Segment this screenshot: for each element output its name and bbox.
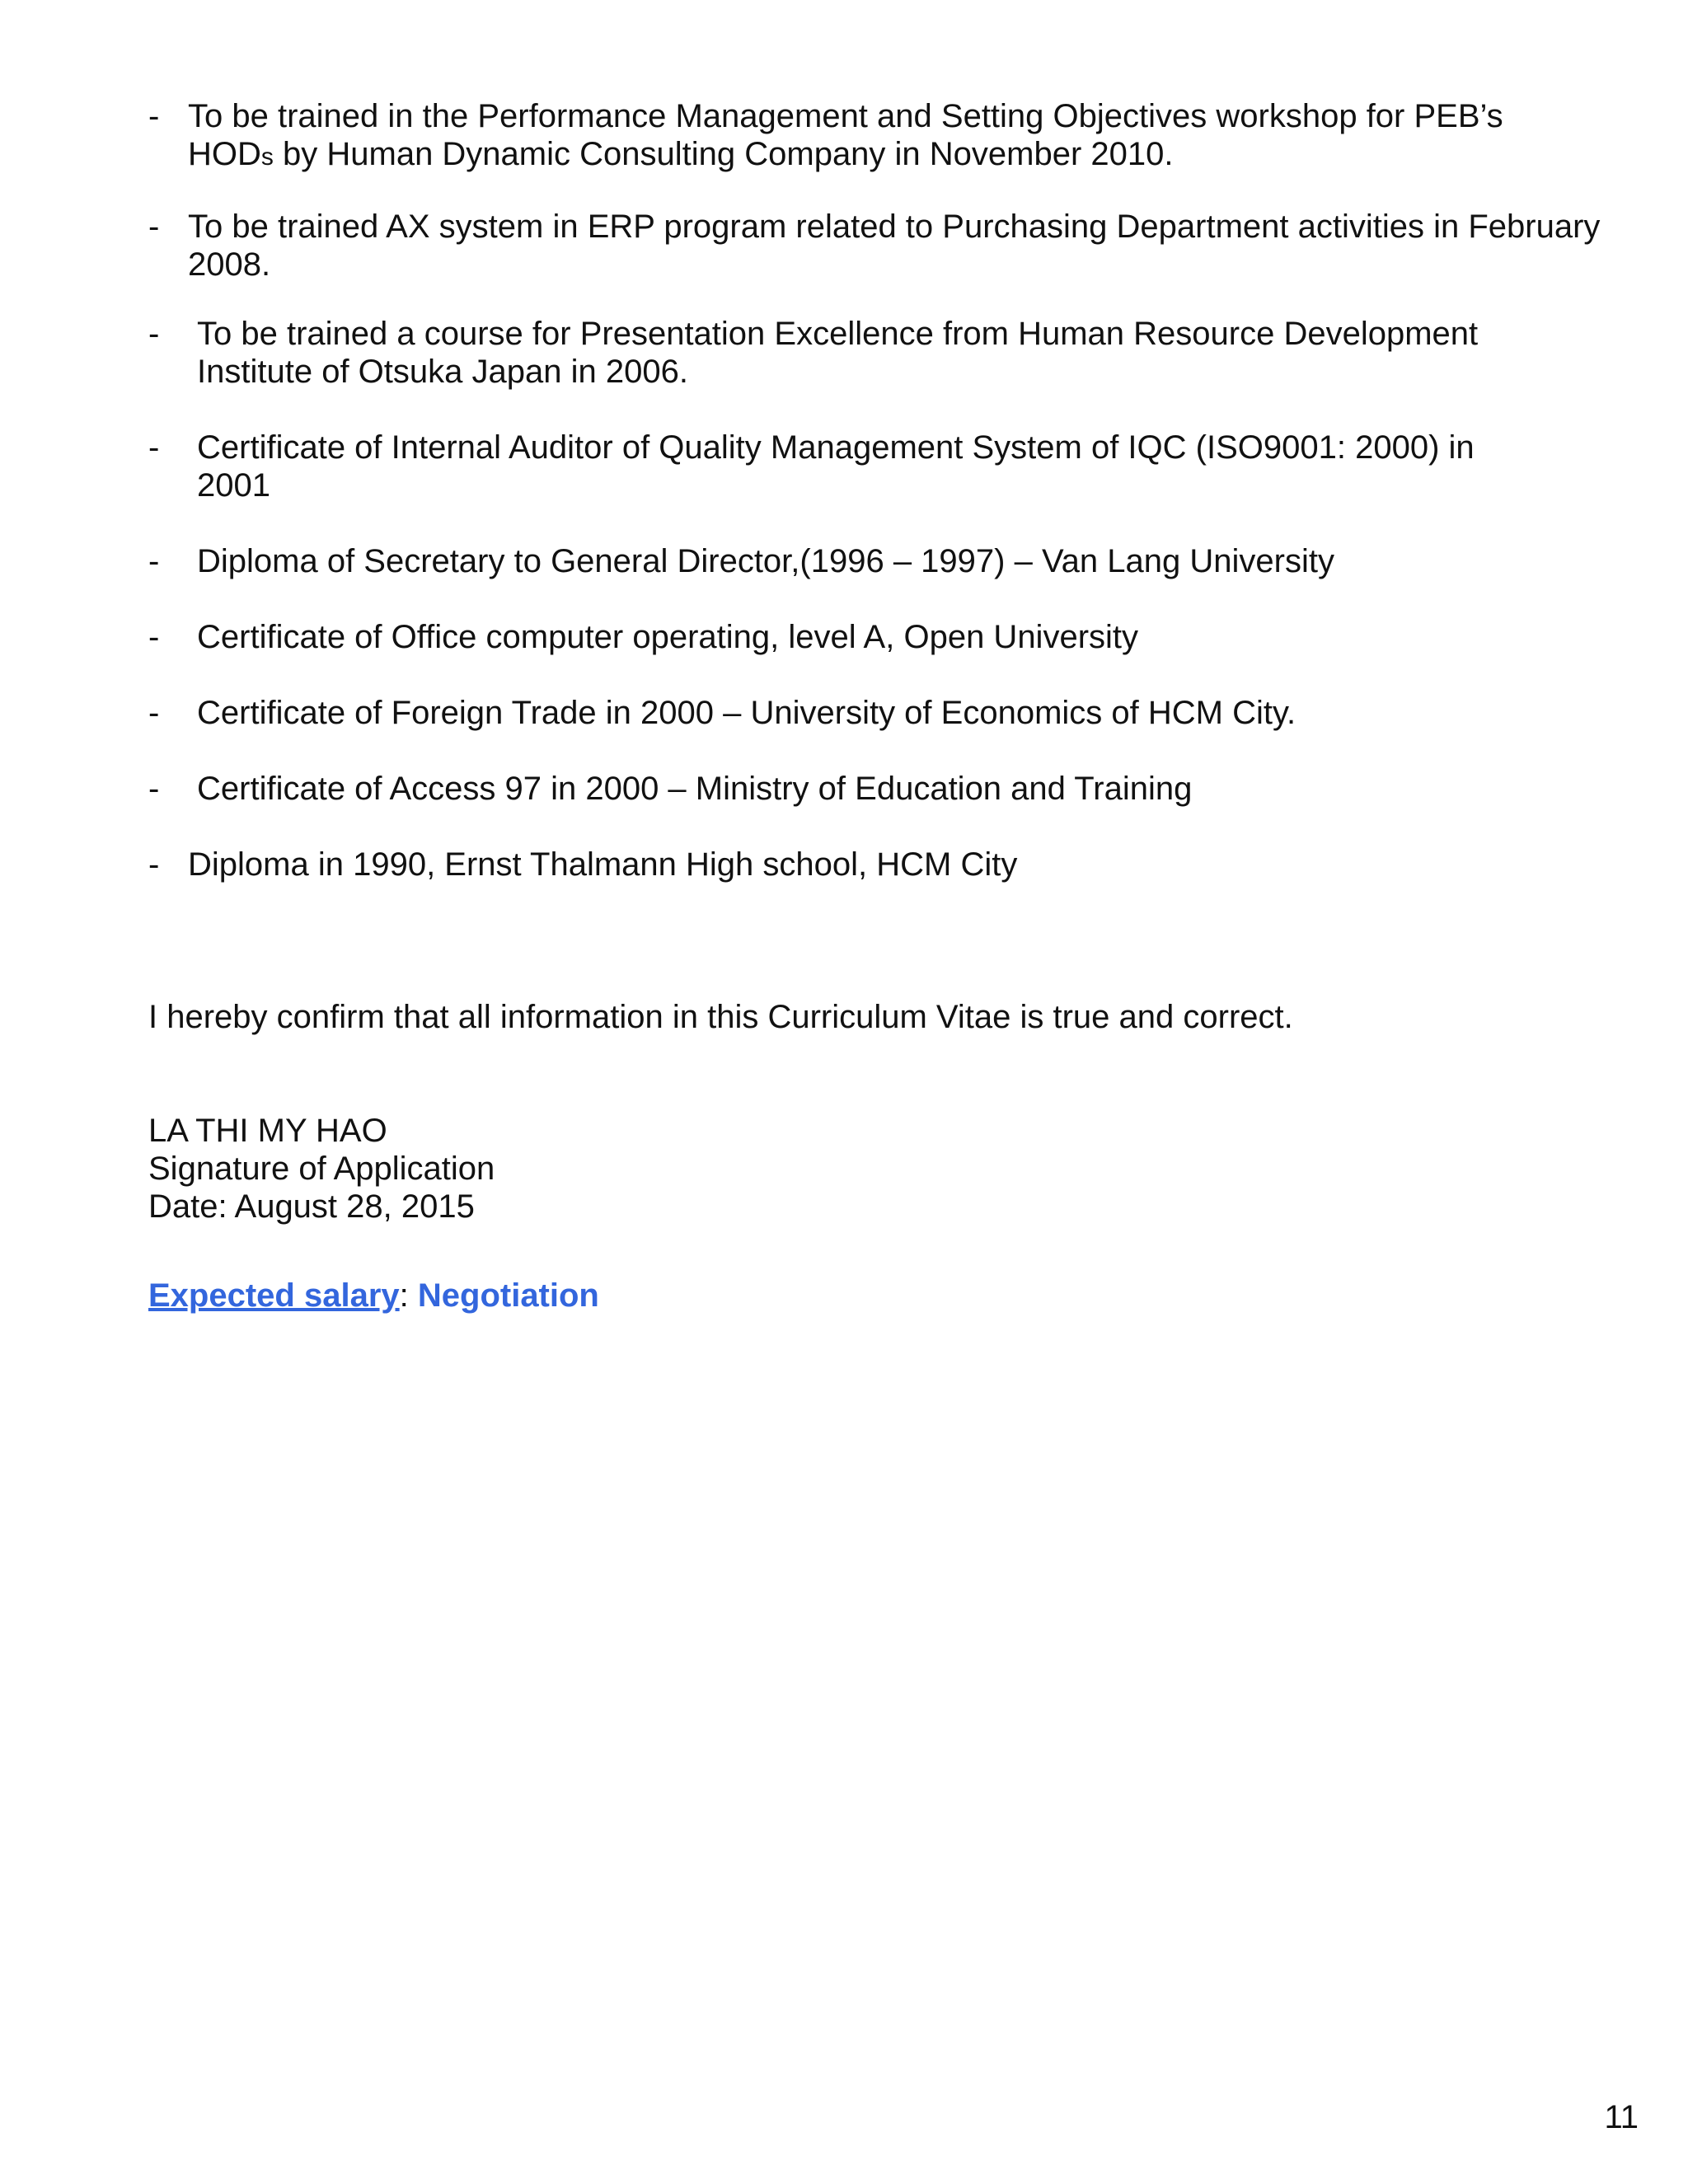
diploma-item-line: Diploma of Secretary to General Director,(1996 – 1997) – Van Lang University — [197, 543, 1334, 579]
hod-text: HOD — [188, 136, 261, 172]
page-number: 11 — [1604, 2099, 1639, 2135]
signature-block — [148, 1112, 1632, 1226]
diploma-item-line: Diploma in 1990, Ernst Thalmann High school, HCM City — [188, 846, 1018, 883]
expected-salary-value: Negotiation — [408, 1277, 599, 1314]
certificate-item — [148, 694, 1632, 732]
bullet-dash: - — [148, 209, 160, 245]
training-item — [148, 208, 1632, 284]
certificate-item-line: Certificate of Internal Auditor of Quality Management System of IQC (ISO9001: 2000) in — [197, 429, 1475, 466]
training-item-line: Institute of Otsuka Japan in 2006. — [197, 354, 688, 390]
training-item-continuation: by Human Dynamic Consulting Company in November 2010. — [273, 136, 1174, 172]
expected-salary-label: Expected salary — [148, 1277, 400, 1314]
certificate-item — [148, 770, 1632, 808]
bullet-dash: - — [148, 846, 160, 883]
training-item-line: To be trained a course for Presentation Excellence from Human Resource Development — [197, 316, 1479, 352]
training-item-line: 2008. — [188, 246, 271, 283]
bullet-dash: - — [148, 429, 160, 466]
training-item-line — [188, 135, 1632, 176]
training-item — [148, 97, 1632, 176]
certificate-item-line: 2001 — [197, 467, 270, 504]
confirmation-statement: I hereby confirm that all information in this Curriculum Vitae is true and correct. — [148, 999, 1293, 1035]
bullet-dash: - — [148, 695, 160, 731]
training-item — [148, 315, 1632, 391]
certificate-item — [148, 618, 1632, 656]
hod-plural-s: s — [260, 143, 274, 171]
certificate-item-line: Certificate of Office computer operating, level A, Open University — [197, 619, 1139, 655]
diploma-item — [148, 542, 1632, 580]
certificate-item-line: Certificate of Access 97 in 2000 – Ministry of Education and Training — [197, 771, 1193, 807]
training-item-line: To be trained in the Performance Management and Setting Objectives workshop for PEB’s — [188, 98, 1503, 134]
signature-label: Signature of Application — [148, 1151, 495, 1187]
signature-date: Date: August 28, 2015 — [148, 1188, 475, 1225]
bullet-dash: - — [148, 771, 160, 807]
bullet-dash: - — [148, 619, 160, 655]
bullet-dash: - — [148, 543, 160, 579]
certificate-item — [148, 429, 1632, 504]
training-item-line: To be trained AX system in ERP program related to Purchasing Department activities in February — [188, 209, 1601, 245]
bullet-dash: - — [148, 316, 160, 352]
diploma-item — [148, 846, 1632, 883]
expected-salary — [148, 1277, 1632, 1315]
bullet-dash: - — [148, 98, 160, 134]
applicant-name: LA THI MY HAO — [148, 1113, 387, 1149]
expected-salary-colon: : — [399, 1277, 409, 1314]
document-content — [148, 97, 1632, 1315]
certificate-item-line: Certificate of Foreign Trade in 2000 – University of Economics of HCM City. — [197, 695, 1296, 731]
